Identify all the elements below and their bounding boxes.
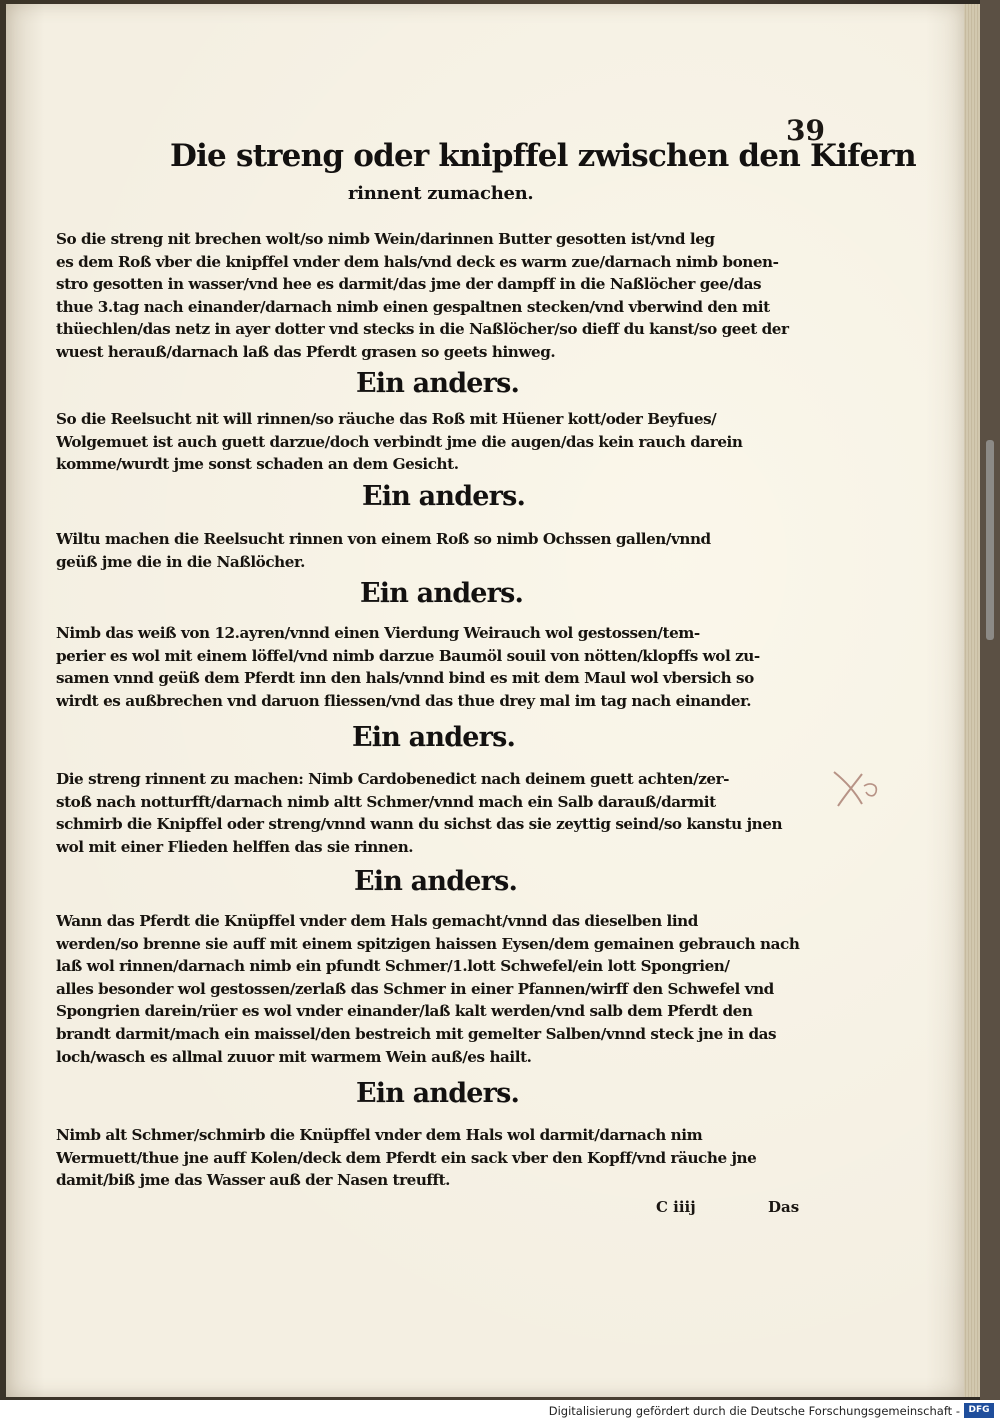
section-heading: Ein anders. <box>356 368 520 399</box>
text-line: komme/wurdt jme sonst schaden an dem Gesicht. <box>56 455 459 474</box>
footer-bar <box>0 1400 1000 1422</box>
section-heading: Ein anders. <box>362 481 526 512</box>
paragraph <box>56 622 824 712</box>
dfg-logo: DFG <box>964 1403 994 1418</box>
section-heading: Ein anders. <box>352 722 516 753</box>
text-line: thüechlen/das netz in ayer dotter vnd stecks in die Naßlöcher/so dieff du kanst/so geet der <box>56 320 789 339</box>
text-line: damit/biß jme das Wasser auß der Nasen treufft. <box>56 1171 451 1190</box>
footer-credit: Digitalisierung gefördert durch die Deutsche Forschungsgemeinschaft - <box>548 1404 960 1418</box>
paragraph <box>56 408 824 476</box>
section-heading: Ein anders. <box>356 1078 520 1109</box>
signature-mark: C iiij <box>656 1198 696 1216</box>
section-heading: Ein anders. <box>354 866 518 897</box>
text-line: Wermuett/thue jne auff Kolen/deck dem Pferdt ein sack vber den Kopff/vnd räuche jne <box>56 1148 757 1167</box>
text-line: schmirb die Knipffel oder streng/vnnd wann du sichst das sie zeyttig seind/so kanstu jnen <box>56 815 783 834</box>
page-fore-edge <box>964 4 980 1397</box>
text-line: Nimb alt Schmer/schmirb die Knüpffel vnder dem Hals wol darmit/darnach nim <box>56 1126 703 1144</box>
text-line: perier es wol mit einem löffel/vnd nimb darzue Baumöl souil von nötten/klopffs wol zu- <box>56 646 760 665</box>
text-line: Nimb das weiß von 12.ayren/vnnd einen Vierdung Weirauch wol gestossen/tem- <box>56 624 700 642</box>
text-line: wuest herauß/darnach laß das Pferdt grasen so geets hinweg. <box>56 342 556 361</box>
text-line: laß wol rinnen/darnach nimb ein pfundt Schmer/1.lott Schwefel/ein lott Spongrien/ <box>56 957 730 976</box>
text-line: brandt darmit/mach ein maissel/den bestreich mit gemelter Salben/vnnd steck jne in das <box>56 1024 777 1043</box>
text-line: wol mit einer Flieden helffen das sie rinnen. <box>56 837 414 856</box>
section-heading: Ein anders. <box>360 578 524 609</box>
text-line: So die streng nit brechen wolt/so nimb Wein/darinnen Butter gesotten ist/vnd leg <box>56 230 715 248</box>
page-title-line-2: rinnent zumachen. <box>348 183 534 204</box>
text-line: So die Reelsucht nit will rinnen/so räuche das Roß mit Hüener kott/oder Beyfues/ <box>56 410 717 428</box>
catchword: Das <box>768 1198 800 1216</box>
marginal-annotation-mark <box>828 766 882 810</box>
text-line: wirdt es außbrechen vnd daruon fliessen/vnd das thue drey mal im tag nach einander. <box>56 691 752 710</box>
book-binding <box>980 0 1000 1400</box>
text-line: stoß nach notturfft/darnach nimb altt Schmer/vnnd mach ein Salb darauß/darmit <box>56 792 716 811</box>
paragraph <box>56 768 824 858</box>
text-line: werden/so brenne sie auff mit einem spitzigen haissen Eysen/dem gemainen gebrauch nach <box>56 934 800 953</box>
paragraph <box>56 910 824 1068</box>
text-line: samen vnnd geüß dem Pferdt inn den hals/vnnd bind es mit dem Maul wol vbersich so <box>56 669 754 688</box>
text-line: es dem Roß vber die knipffel vnder dem hals/vnd deck es warm zue/darnach nimb bonen- <box>56 252 779 271</box>
text-line: Wolgemuet ist auch guett darzue/doch verbindt jme die augen/das kein rauch darein <box>56 432 743 451</box>
text-line: Wiltu machen die Reelsucht rinnen von einem Roß so nimb Ochssen gallen/vnnd <box>56 530 711 548</box>
text-line: Spongrien darein/rüer es wol vnder einander/laß kalt werden/vnd salb dem Pferdt den <box>56 1002 753 1021</box>
paragraph <box>56 1124 824 1192</box>
text-line: Die streng rinnent zu machen: Nimb Cardobenedict nach deinem guett achten/zer- <box>56 770 730 788</box>
text-line: stro gesotten in wasser/vnd hee es darmit/das jme der dampff in die Naßlöcher gee/das <box>56 275 762 294</box>
text-line: alles besonder wol gestossen/zerlaß das Schmer in einer Pfannen/wirff den Schwefel vnd <box>56 979 774 998</box>
page-number: 39 <box>786 114 825 147</box>
text-line: thue 3.tag nach einander/darnach nimb einen gespaltnen stecken/vnd vberwind den mit <box>56 297 770 316</box>
paragraph-intro <box>56 228 824 364</box>
page-title: Die streng oder knipffel zwischen den Kifern <box>170 138 916 174</box>
paragraph <box>56 528 824 573</box>
text-line: geüß jme die in die Naßlöcher. <box>56 552 305 571</box>
text-line: Wann das Pferdt die Knüpffel vnder dem Hals gemacht/vnnd das dieselben lind <box>56 912 698 930</box>
bookmark-ribbon <box>986 440 994 640</box>
text-line: loch/wasch es allmal zuuor mit warmem Wein auß/es hailt. <box>56 1047 532 1066</box>
